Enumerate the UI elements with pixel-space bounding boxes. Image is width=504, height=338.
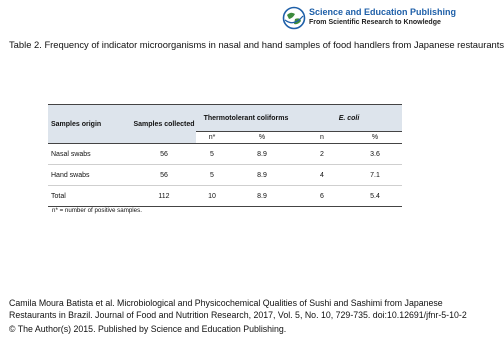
citation-line: Camila Moura Batista et al. Microbiological and Physicochemical Qualities of Sushi and Sashimi from Japanese: [9, 298, 443, 308]
cell-origin: Total: [51, 192, 66, 200]
publisher-name: Science and Education Publishing: [309, 7, 457, 17]
cell-thermo-percent: 8.9: [257, 192, 267, 200]
cell-origin: Nasal swabs: [51, 150, 91, 158]
citation: [9, 297, 467, 321]
table-header-row: [48, 105, 402, 132]
publisher-logo: [282, 4, 457, 32]
citation-line: Restaurants in Brazil. Journal of Food and Nutrition Research, 2017, Vol. 5, No. 10, 729-735. doi:10.12691/jfnr-5-10-2: [9, 310, 467, 320]
header-samples-origin: Samples origin: [51, 120, 102, 128]
cell-ecoli-n: 4: [320, 171, 324, 179]
cell-thermo-percent: 8.9: [257, 150, 267, 158]
cell-thermo-n: 5: [210, 171, 214, 179]
publisher-tagline: From Scientific Research to Knowledge: [309, 19, 441, 26]
subheader-percent: %: [258, 134, 266, 141]
header-thermotolerant-coliforms: Thermotolerant coliforms: [203, 114, 289, 122]
cell-ecoli-percent: 5.4: [370, 192, 380, 200]
cell-collected: 56: [160, 150, 168, 158]
cell-thermo-n: 5: [210, 150, 214, 158]
cell-thermo-n: 10: [208, 192, 216, 200]
globe-logo-icon: [282, 6, 306, 30]
table-row: [48, 144, 402, 165]
cell-ecoli-percent: 7.1: [370, 171, 380, 179]
data-table: [48, 104, 402, 207]
cell-ecoli-n: 2: [320, 150, 324, 158]
cell-origin: Hand swabs: [51, 171, 90, 179]
subheader-n: n: [320, 134, 324, 141]
header-samples-collected: Samples collected: [133, 120, 195, 128]
cell-collected: 112: [158, 192, 170, 200]
header-e-coli: E. coli: [338, 114, 360, 122]
subheader-n-star: n*: [208, 134, 216, 141]
cell-collected: 56: [160, 171, 168, 179]
table-row: [48, 186, 402, 207]
table-row: [48, 165, 402, 186]
cell-thermo-percent: 8.9: [257, 171, 267, 179]
cell-ecoli-n: 6: [320, 192, 324, 200]
table-caption: Table 2. Frequency of indicator microorganisms in nasal and hand samples of food handlers from Japanese restaurants: [9, 39, 504, 50]
table-footnote: n* = number of positive samples.: [52, 207, 142, 214]
subheader-percent: %: [371, 134, 379, 141]
cell-ecoli-percent: 3.6: [370, 150, 380, 158]
copyright-notice: © The Author(s) 2015. Published by Science and Education Publishing.: [9, 324, 287, 334]
